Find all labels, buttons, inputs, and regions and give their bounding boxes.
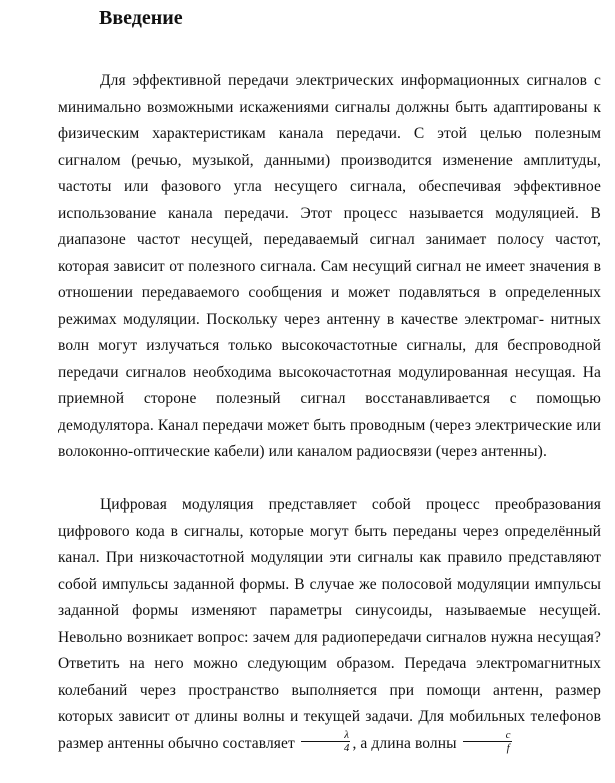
- fraction-denominator: 4: [343, 742, 350, 755]
- fraction-lambda-over-4: [301, 729, 351, 754]
- paragraph-intro: Для эффективной передачи электрических информационных сигналов с минимально возможными искажениями сигналы должны быть адаптированы к физическим характеристикам канала передачи. С этой целью полезным сигналом (речью, музыкой, данными) производится изменение амплитуды, частоты или фазового угла несущего сигнала, обеспечивая эффективное использование канала передачи. Этот процесс называется модуляцией. В диапазоне частот несущей, передаваемый сигнал занимает полосу частот, которая зависит от полезного сигнала. Сам несущий сигнал не имеет значения в отношении передаваемого сообщения и может подавляться в определенных режимах модуляции. Поскольку через антенну в качестве электромаг- нитных волн могут излучаться только высокочастотные сигналы, для беспроводной передачи сигналов необходима высокочастотная модулированная несущая. На приемной стороне полезный сигнал восстанавливается с помощью демодулятора. Канал передачи может быть проводным (через электрические или волоконно-оптические кабели) или каналом радиосвязи (через антенны).: [58, 72, 601, 460]
- paragraph-text: Цифровая модуляция представляет собой процесс преобразования цифрового кода в сигналы, которые могут быть переданы через определённый канал. При низкочастотной модуляции эти сигналы как правило представляют собой импульсы заданной формы. В случае же полосовой модуляции импульсы заданной формы изменяют параметры синусоиды, называемые несущей. Невольно возникает вопрос: зачем для радиопередачи сигналов нужна несущая? Ответить на него можно следующим образом. Передача электромагнитных колебаний через пространство выполняется при помощи антенн, размер которых зависит от длины волны и текущей задачи. Для мобильных телефонов размер антенны обычно составляет: [58, 496, 601, 752]
- fraction-numerator: c: [463, 729, 512, 742]
- paragraph-digital-modulation: [58, 492, 601, 757]
- connector-text: , а длина волны: [352, 734, 457, 752]
- fraction-numerator: λ: [301, 729, 351, 742]
- page-title: Введение: [99, 7, 183, 29]
- fraction-denominator: f: [506, 742, 510, 755]
- fraction-c-over-f: [463, 729, 512, 754]
